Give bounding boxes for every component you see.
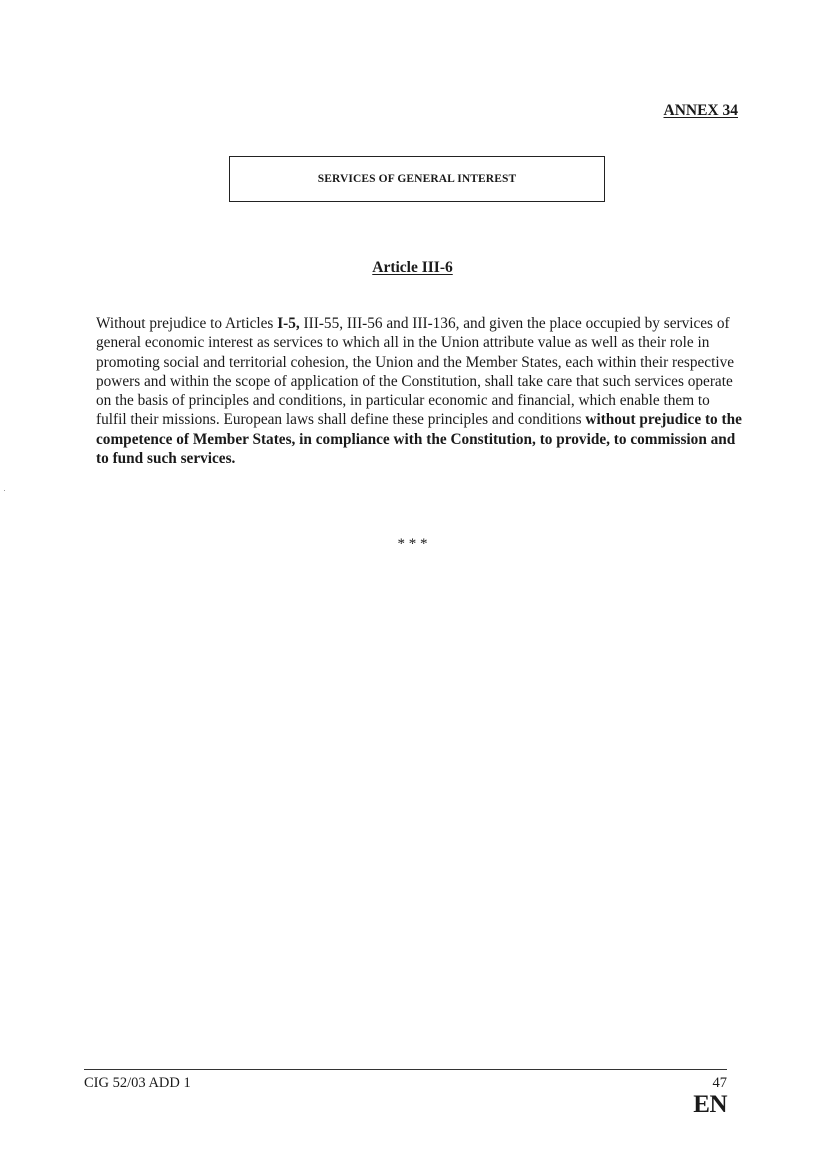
footer-language-code: EN xyxy=(693,1091,727,1118)
body-text-segment: III-55, III-56 and III-136, and given the place occupied by services of general economic interest as services to which all in the Union attribute value as well as their role in promoting social and territorial cohesion, the Union and the Member States, each within their respective powers and within the scope of application of the Constitution, shall take care that such services operate on the basis of principles and conditions, in particular economic and financial, which enable them to fulfil their missions. European laws shall define these principles and conditions xyxy=(96,315,735,429)
footer-document-reference: CIG 52/03 ADD 1 xyxy=(84,1075,191,1091)
body-bold-segment: I-5, xyxy=(277,315,300,332)
footer-rule xyxy=(84,1069,727,1070)
article-heading: Article III-6 xyxy=(372,259,453,276)
body-text-segment: Without prejudice to Articles xyxy=(96,315,278,332)
title-box xyxy=(229,156,605,202)
annex-number: ANNEX 34 xyxy=(663,102,738,119)
footer-page-number: 47 xyxy=(712,1075,727,1091)
title-box-label: SERVICES OF GENERAL INTEREST xyxy=(317,173,517,185)
section-separator: * * * xyxy=(397,536,428,552)
article-body xyxy=(96,314,744,468)
body-bold-segment: without prejudice to the competence of Member States, in compliance with the Constitution, to provide, to commission and to fund such services. xyxy=(96,411,742,468)
scan-speck xyxy=(4,490,5,491)
